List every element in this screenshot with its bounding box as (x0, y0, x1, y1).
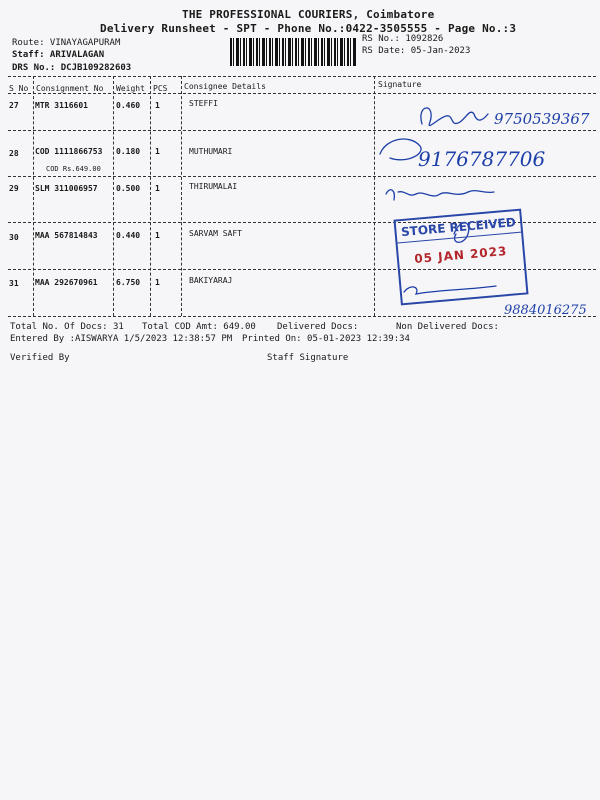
row-weight: 0.500 (116, 184, 141, 193)
printed-on: Printed On: 05-01-2023 12:39:34 (242, 334, 410, 344)
col-header-pcs: PCS (153, 84, 168, 93)
row-weight: 0.440 (116, 231, 141, 240)
row-consignment-no: SLM 311006957 (35, 184, 98, 193)
row-pcs: 1 (155, 278, 160, 287)
rs-number: RS No.: 1092826 (362, 34, 444, 44)
table-bottom-rule (8, 316, 596, 317)
row-pcs: 1 (155, 101, 160, 110)
col-header-consignment: Consignment No (36, 84, 104, 93)
col-header-signature: Signature (378, 80, 422, 89)
row-weight: 6.750 (116, 278, 141, 287)
stamp-date: 05 JAN 2023 (413, 243, 508, 267)
col-divider (150, 76, 151, 316)
table-top-rule (8, 76, 596, 77)
row-sno: 31 (9, 279, 19, 288)
row-consignee: BAKIYARAJ (189, 276, 233, 285)
row-consignment-no: MTR 3116601 (35, 101, 88, 110)
col-divider (181, 76, 182, 316)
row-consignment-no: MAA 567814843 (35, 231, 98, 240)
handwritten-phone: 9884016275 (504, 303, 587, 314)
route-label: Route: VINAYAGAPURAM (12, 38, 121, 48)
entered-by: Entered By :AISWARYA 1/5/2023 12:38:57 PM (10, 334, 233, 344)
col-divider (374, 76, 375, 316)
col-header-sno: S No (9, 84, 29, 93)
staff-signature: Staff Signature (267, 353, 349, 363)
barcode-image (230, 38, 356, 66)
runsheet-subtitle: Delivery Runsheet - SPT - Phone No.:0422-3505555 - Page No.:3 (100, 22, 517, 35)
delivered-docs: Delivered Docs: (277, 322, 359, 332)
handwritten-phone: 9750539367 (494, 110, 590, 128)
col-divider (33, 76, 34, 316)
staff-label: Staff: ARIVALAGAN (12, 50, 105, 60)
total-docs: Total No. Of Docs: 31 (10, 322, 124, 332)
non-delivered-docs: Non Delivered Docs: (396, 322, 499, 332)
rs-date: RS Date: 05-Jan-2023 (362, 46, 471, 56)
row-weight: 0.460 (116, 101, 141, 110)
total-cod: Total COD Amt: 649.00 (142, 322, 256, 332)
row-pcs: 1 (155, 147, 160, 156)
col-header-weight: Weight (116, 84, 145, 93)
row-consignment-no: COD 1111866753 (35, 147, 103, 156)
row-consignment-no: MAA 292670961 (35, 278, 98, 287)
row-sno: 28 (9, 149, 19, 158)
cod-amount-note: COD Rs.649.00 (46, 165, 101, 173)
stamp-label: STORE RECEIVED (396, 215, 521, 244)
col-header-consignee: Consignee Details (184, 82, 266, 91)
row-pcs: 1 (155, 231, 160, 240)
row-consignee: THIRUMALAI (189, 182, 238, 191)
store-received-stamp (393, 209, 528, 306)
row-pcs: 1 (155, 184, 160, 193)
document-title: THE PROFESSIONAL COURIERS, Coimbatore (182, 8, 435, 21)
row-sno: 27 (9, 101, 19, 110)
row-sno: 30 (9, 233, 19, 242)
col-divider (113, 76, 114, 316)
row-weight: 0.180 (116, 147, 141, 156)
drs-number: DRS No.: DCJB109282603 (12, 63, 132, 73)
handwritten-phone: 9176787706 (418, 147, 546, 171)
row-consignee: SARVAM SAFT (189, 229, 242, 238)
row-consignee: STEFFI (189, 99, 218, 108)
verified-by: Verified By (10, 353, 70, 363)
row-consignee: MUTHUMARI (189, 147, 233, 156)
row-sno: 29 (9, 184, 19, 193)
